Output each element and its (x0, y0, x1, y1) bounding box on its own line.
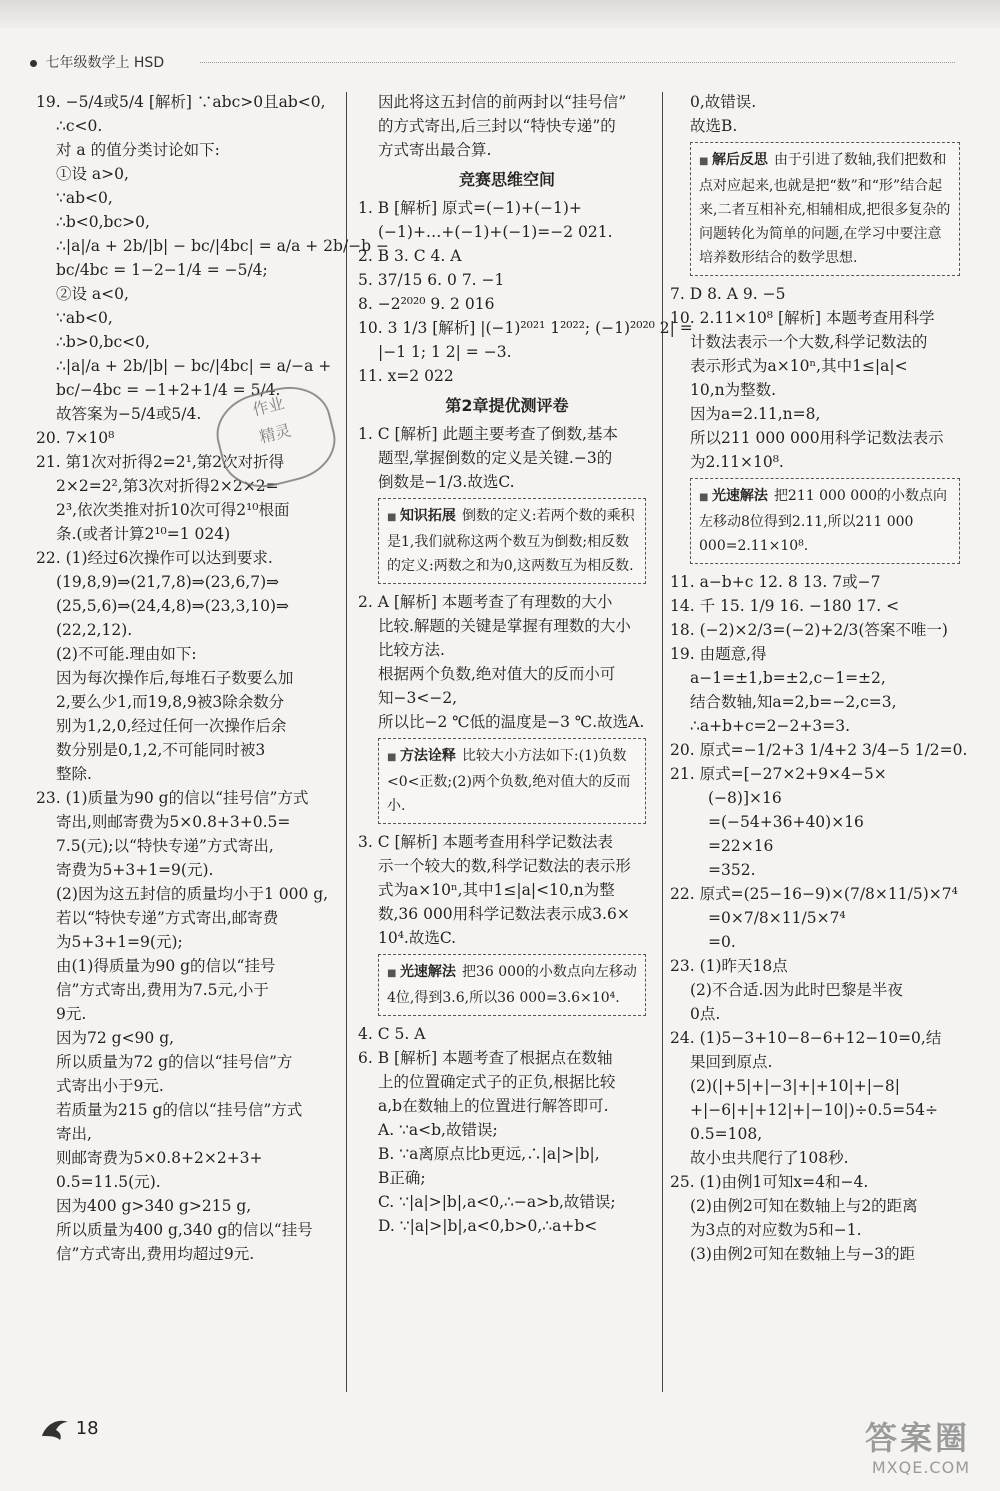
answer-line: 9元. (56, 1005, 87, 1023)
answer-line: 因为400 g>340 g>215 g, (56, 1197, 252, 1215)
answer-line: a−1=±1,b=±2,c−1=±2, (690, 669, 886, 687)
tip-box-text: 由于引进了数轴,我们把数和点对应起来,也就是把“数”和“形”结合起来,二者互相补充,相辅相成,把很多复杂的问题转化为简单的问题,在学习中要注意培养数形结合的数学思想. (699, 152, 951, 266)
answer-line: 计数法表示一个大数,科学记数法的 (690, 333, 928, 351)
answer-line: 14. 千 15. 1/9 16. −180 17. < (670, 597, 900, 615)
bullet-icon (30, 60, 37, 67)
answer-line: 3. C [解析] 本题考查用科学记数法表 (358, 833, 614, 851)
answer-line: B. ∵a离原点比b更远,∴|a|>|b|, (378, 1145, 600, 1163)
answer-line: 8. −2²⁰²⁰ 9. 2 016 (358, 295, 495, 313)
answer-line: 数分别是0,1,2,不可能同时被3 (56, 741, 266, 759)
answer-line: (2)由例2可知在数轴上与2的距离 (690, 1197, 918, 1215)
answer-line: 根据两个负数,绝对值大的反而小可 (378, 665, 616, 683)
answer-line: 整除. (56, 765, 92, 783)
answer-line: 10⁴.故选C. (378, 929, 457, 947)
tip-box-text: 把36 000的小数点向左移动4位,得到3.6,所以36 000=3.6×10⁴. (387, 964, 637, 1006)
tip-box (378, 498, 646, 584)
answer-line: 倒数是−1/3.故选C. (378, 473, 515, 491)
answer-line: D. ∵|a|>|b|,a<0,b>0,∴a+b< (378, 1217, 598, 1235)
answer-line: 所以质量为400 g,340 g的信以“挂号 (56, 1221, 313, 1239)
answer-line: 22. (1)经过6次操作可以达到要求. (36, 549, 273, 567)
answer-line: 2,要么少1,而19,8,9被3除余数分 (56, 693, 285, 711)
answer-line: 上的位置确定式子的正负,根据比较 (378, 1073, 616, 1091)
answer-line: ②设 a<0, (56, 285, 129, 303)
answer-line: +|−6|+|+12|+|−10|)÷0.5=54÷ (690, 1101, 938, 1119)
tip-box-tag: ■ 光速解法 (387, 964, 456, 980)
answer-line: (−1)+…+(−1)+(−1)=−2 021. (378, 223, 613, 241)
tip-box (690, 142, 960, 276)
answer-line: 7. D 8. A 9. −5 (670, 285, 786, 303)
answer-line: 式为a×10ⁿ,其中1≤|a|<10,n为整 (378, 881, 615, 899)
answer-line: (−8)]×16 (708, 789, 782, 807)
answer-line: 2×2=2²,第3次对折得2×2×2= (56, 477, 279, 495)
answer-line: 4. C 5. A (358, 1025, 426, 1043)
tip-box (690, 478, 960, 564)
column-divider-1 (346, 92, 347, 1392)
answer-line: 若质量为215 g的信以“挂号信”方式 (56, 1101, 303, 1119)
answer-line: 所以比−2 ℃低的温度是−3 ℃.故选A. (378, 713, 645, 731)
answer-line: 0.5=11.5(元). (56, 1173, 161, 1191)
answer-line: 24. (1)5−3+10−8−6+12−10=0,结 (670, 1029, 942, 1047)
answer-line: 1. C [解析] 此题主要考查了倒数,基本 (358, 425, 618, 443)
answer-line: 知−3<−2, (378, 689, 458, 707)
dolphin-icon (40, 1416, 70, 1442)
answer-line: 21. 第1次对折得2=2¹,第2次对折得 (36, 453, 285, 471)
answer-line: ∴|a|/a + 2b/|b| − bc/|4bc| = a/a + 2b/−b − (56, 237, 390, 255)
answer-line: 20. 7×10⁸ (36, 429, 115, 447)
answer-line: a,b在数轴上的位置进行解答即可. (378, 1097, 609, 1115)
answer-line: 23. (1)昨天18点 (670, 957, 788, 975)
answer-line: 0点. (690, 1005, 721, 1023)
answer-line: bc/4bc = 1−2−1/4 = −5/4; (56, 261, 268, 279)
answer-line: ∴c<0. (56, 117, 103, 135)
answer-line: 10. 3 1/3 [解析] |(−1)²⁰²¹ 1²⁰²²; (−1)²⁰²⁰ 2| = (358, 319, 693, 337)
answer-line: 为2.11×10⁸. (690, 453, 784, 471)
tip-box-text: 比较大小方法如下:(1)负数<0<正数;(2)两个负数,绝对值大的反而小. (387, 748, 631, 814)
answer-line: 10. 2.11×10⁸ [解析] 本题考查用科学 (670, 309, 935, 327)
column-divider-2 (662, 92, 663, 1392)
answer-line: 别为1,2,0,经过任何一次操作后余 (56, 717, 287, 735)
answer-line: ∴b>0,bc<0, (56, 333, 150, 351)
answer-line: A. ∵a<b,故错误; (378, 1121, 498, 1139)
answer-line: 因为a=2.11,n=8, (690, 405, 821, 423)
answer-column-1 (36, 90, 390, 1400)
answer-line: 故答案为−5/4或5/4. (56, 405, 202, 423)
answer-line: 7.5(元);以“特快专递”方式寄出, (56, 837, 274, 855)
answer-line: =352. (708, 861, 756, 879)
answer-line: (2)不可能.理由如下: (56, 645, 197, 663)
section-title: 第2章提优测评卷 (445, 396, 569, 415)
answer-line: 为3点的对应数为5和−1. (690, 1221, 862, 1239)
answer-line: 6. B [解析] 本题考查了根据点在数轴 (358, 1049, 613, 1067)
answer-line: 数,36 000用科学记数法表示成3.6× (378, 905, 630, 923)
watermark (770, 1418, 970, 1484)
tip-box-text: 把211 000 000的小数点向左移动8位得到2.11,所以211 000 000=2.11×10⁸. (699, 488, 948, 554)
tip-box-text: 倒数的定义:若两个数的乘积是1,我们就称这两个数互为倒数;相反数的定义:两数之和为0,这两数互为相反数. (387, 508, 635, 574)
answer-line: 因为72 g<90 g, (56, 1029, 175, 1047)
answer-line: 表示形式为a×10ⁿ,其中1≤|a|< (690, 357, 908, 375)
answer-line: 若以“特快专递”方式寄出,邮寄费 (56, 909, 279, 927)
watermark-url: MXQE.COM (871, 1458, 970, 1477)
tip-box-tag: ■ 解后反思 (699, 152, 768, 168)
answer-line: 的方式寄出,后三封以“特快专递”的 (378, 117, 616, 135)
answer-line: 21. 原式=[−27×2+9×4−5× (670, 765, 887, 783)
answer-line: =22×16 (708, 837, 774, 855)
answer-line: 23. (1)质量为90 g的信以“挂号信”方式 (36, 789, 309, 807)
answer-line: =(−54+36+40)×16 (708, 813, 864, 831)
tip-box (378, 954, 646, 1016)
top-band (0, 0, 1000, 28)
answer-line: (3)由例2可知在数轴上与−3的距 (690, 1245, 916, 1263)
answer-line: 则邮寄费为5×0.8+2×2+3+ (56, 1149, 263, 1167)
answer-line: 因为每次操作后,每堆石子数要么加 (56, 669, 294, 687)
answer-line: 比较.解题的关键是掌握有理数的大小 (378, 617, 631, 635)
header-title: 七年级数学上 HSD (45, 55, 165, 71)
answer-line: 故选B. (690, 117, 738, 135)
answer-line: 11. x=2 022 (358, 367, 454, 385)
answer-line: 25. (1)由例1可知x=4和−4. (670, 1173, 869, 1191)
answer-line: 1. B [解析] 原式=(−1)+(−1)+ (358, 199, 582, 217)
answer-line: 19. 由题意,得 (670, 645, 767, 663)
tip-box-tag: ■ 知识拓展 (387, 508, 456, 524)
answer-line: bc/−4bc = −1+2+1/4 = 5/4. (56, 381, 281, 399)
answer-line: 2. A [解析] 本题考查了有理数的大小 (358, 593, 613, 611)
answer-line: C. ∵|a|>|b|,a<0,∴−a>b,故错误; (378, 1193, 616, 1211)
answer-line: ∴b<0,bc>0, (56, 213, 150, 231)
header-rule (200, 62, 955, 63)
answer-line: 信”方式寄出,费用均超过9元. (56, 1245, 255, 1263)
answer-line: 寄费为5+3+1=9(元). (56, 861, 214, 879)
answer-line: 信”方式寄出,费用为7.5元,小于 (56, 981, 269, 999)
answer-line: 示一个较大的数,科学记数法的表示形 (378, 857, 631, 875)
answer-line: 由(1)得质量为90 g的信以“挂号 (56, 957, 276, 975)
answer-line: 寄出, (56, 1125, 92, 1143)
answer-line: 对 a 的值分类讨论如下: (56, 141, 220, 159)
answer-line: ∵ab<0, (56, 309, 113, 327)
answer-line: 结合数轴,知a=2,b=−2,c=3, (690, 693, 897, 711)
tip-box-tag: ■ 光速解法 (699, 488, 768, 504)
stamp-seal: 作业 精灵 (208, 377, 343, 496)
answer-line: 寄出,则邮寄费为5×0.8+3+0.5= (56, 813, 291, 831)
answer-line: 10,n为整数. (690, 381, 777, 399)
answer-line: 比较方法. (378, 641, 445, 659)
answer-line: 故小虫共爬行了108秒. (690, 1149, 849, 1167)
page-footer (40, 1416, 160, 1456)
answer-line: (2)不合适.因为此时巴黎是半夜 (690, 981, 903, 999)
answer-line: ∴|a|/a + 2b/|b| − bc/|4bc| = a/−a + (56, 357, 332, 375)
answer-line: 方式寄出最合算. (378, 141, 492, 159)
answer-line: ∵ab<0, (56, 189, 113, 207)
answer-line: (22,2,12). (56, 621, 133, 639)
answer-line: =0. (708, 933, 736, 951)
page-number: 18 (75, 1418, 99, 1439)
tip-box-tag: ■ 方法诠释 (387, 748, 456, 764)
answer-column-2 (358, 90, 693, 1400)
answer-line: 22. 原式=(25−16−9)×(7/8×11/5)×7⁴ (670, 885, 958, 903)
answer-line: 0,故错误. (690, 93, 757, 111)
page-header (30, 52, 955, 74)
answer-line: =0×7/8×11/5×7⁴ (708, 909, 846, 927)
answer-line: 0.5=108, (690, 1125, 763, 1143)
answer-line: 11. a−b+c 12. 8 13. 7或−7 (670, 573, 881, 591)
answer-line: (2)因为这五封信的质量均小于1 000 g, (56, 885, 329, 903)
answer-line: 为5+3+1=9(元); (56, 933, 183, 951)
answer-line: 2. B 3. C 4. A (358, 247, 462, 265)
tip-box (378, 738, 646, 824)
answer-line: 19. −5/4或5/4 [解析] ∵abc>0且ab<0, (36, 93, 326, 111)
section-title: 竞赛思维空间 (458, 170, 555, 189)
answer-line: |−1 1; 1 2| = −3. (378, 343, 512, 361)
answer-line: B正确; (378, 1169, 426, 1187)
answer-line: 式寄出小于9元. (56, 1077, 164, 1095)
answer-line: 所以211 000 000用科学记数法表示 (690, 429, 944, 447)
answer-line: (25,5,6)⇒(24,4,8)⇒(23,3,10)⇒ (56, 597, 290, 615)
answer-column-3 (670, 90, 970, 1400)
answer-line: 题型,掌握倒数的定义是关键.−3的 (378, 449, 613, 467)
answer-line: (2)(|+5|+|−3|+|+10|+|−8| (690, 1077, 900, 1095)
answer-line: ∴a+b+c=2−2+3=3. (690, 717, 851, 735)
watermark-logo: 答案圈 (864, 1419, 970, 1457)
answer-line: 条.(或者计算2¹⁰=1 024) (56, 525, 231, 543)
answer-line: 所以质量为72 g的信以“挂号信”方 (56, 1053, 293, 1071)
answer-line: 因此将这五封信的前两封以“挂号信” (378, 93, 627, 111)
answer-line: (19,8,9)⇒(21,7,8)⇒(23,6,7)⇒ (56, 573, 280, 591)
answer-line: 果回到原点. (690, 1053, 773, 1071)
answer-line: ①设 a>0, (56, 165, 129, 183)
answer-line: 5. 37/15 6. 0 7. −1 (358, 271, 505, 289)
answer-line: 18. (−2)×2/3=(−2)+2/3(答案不唯一) (670, 621, 948, 639)
answer-line: 20. 原式=−1/2+3 1/4+2 3/4−5 1/2=0. (670, 741, 968, 759)
answer-line: 2³,依次类推对折10次可得2¹⁰根面 (56, 501, 290, 519)
